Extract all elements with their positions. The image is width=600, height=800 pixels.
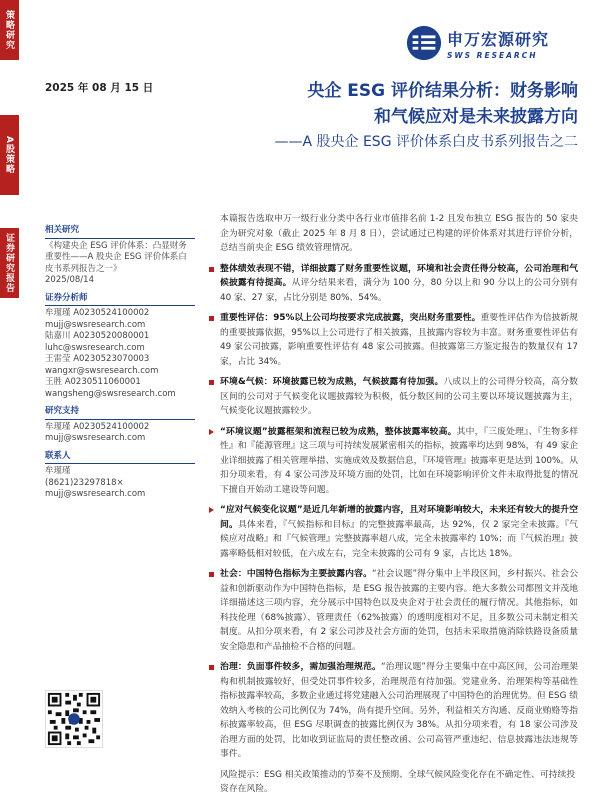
climate-topic-paragraph: “应对气候变化议题”是近几年新增的披露内容，且对环境影响较大，未来还有较大的提升空间。具体来看，『气候指标和目标』的完整披露率最高，达 92%，仅 2 家完全未披露。『气候应对战略』和『气候管理』完整披露率超八成，完全未披露率约 10%；而『气候治理』披露率略低相对较低，在六成左右，完全未披露的公司有 9 家，占比达 18%。 bbox=[208, 503, 578, 561]
contact-email[interactable]: mujj@swsresearch.com bbox=[45, 489, 146, 499]
contact bbox=[45, 451, 195, 501]
support-line: 牟瑾瑾 A0230524100002 bbox=[45, 421, 150, 432]
research-support bbox=[45, 406, 195, 445]
related-report-link[interactable]: 《构建央企 ESG 评价体系：凸显财务重要性——A 股央企 ESG 评价体系白皮书系列报告之一》 bbox=[45, 240, 187, 274]
analyst-line: 王雷莹 A0230523070003 bbox=[45, 354, 150, 364]
analyst-line: 陆嘉川 A0230520080001 bbox=[45, 331, 150, 341]
sidebar bbox=[45, 225, 195, 507]
analyst-email[interactable]: mujj@swsresearch.com bbox=[45, 319, 146, 330]
related-date: 2025/08/14 bbox=[45, 275, 94, 285]
report-date: 2025 年 08 月 15 日 bbox=[45, 82, 154, 94]
governance-paragraph: 治理：负面事件较多，需加强治理规范。“治理议题”得分主要集中在中高区间，公司治理架构和机制披露较好，但受处罚事件较多，治理规范有待加强。党建业务、治理架构等基础性指标披露率较高，多数企业通过将党建融入公司治理展现了中国特色的治理优势。但 ESG 绩效纳入考核的公司比例仅为 74%，尚有提升空间。另外，利益相关方沟通、反商业贿赂等指标披露率较高，但 ESG 尽职调查的披露比例仅为 38%。从扣分项来看，有 18 家公司涉及治理方面的处罚，比如收到证监局的责任整改函、公司高管严重违纪、信息披露违法违规等事件。 bbox=[208, 660, 578, 762]
risk-warning: 风险提示：ESG 相关政策推动的节奏不及预期、全球气候风险变化存在不确定性、可持续投资存在风险。 bbox=[220, 769, 576, 794]
left-strip bbox=[0, 0, 19, 800]
contact-name: 牟瑾瑾 bbox=[45, 466, 71, 476]
brand-logo bbox=[405, 21, 575, 65]
report-subtitle: ——A 股央企 ESG 评价体系白皮书系列报告之二 bbox=[274, 134, 578, 150]
bullet-icon bbox=[209, 572, 214, 577]
environment-topic-paragraph: “环境议题”披露框架和流程已较为成熟，整体披露率较高。其中，『三废处理』、『生物多样性』和『能源管理』这三项与可持续发展紧密相关的指标，披露率均达到 98%，有 49 家企业详细披露了相关管理举措、实施成效及数据信息，『环境管理』披露率更是达到 100%。从扣分项来看，有 4 家公司涉及环境方面的处罚，比如在环境影响评价文件未取得批复的情况下擅自开始动工建设等问题。 bbox=[208, 425, 578, 498]
analyst-email[interactable]: luhc@swsresearch.com bbox=[45, 342, 145, 353]
analyst-line: 王胜 A0230511060001 bbox=[45, 377, 141, 387]
main-content bbox=[208, 212, 578, 797]
intro-paragraph: 本篇报告选取申万一级行业分类中各行业市值排名前 1-2 且发布独立 ESG 报告的 50 家央企为研究对象（截止 2025 年 8 月 8 日），尝试通过已构建的评价体系对其进行评价分析，总结当前央企 ESG 绩效管理情况。 bbox=[220, 214, 578, 253]
bullet-icon bbox=[209, 316, 214, 321]
analysts bbox=[45, 293, 195, 401]
support-email[interactable]: mujj@swsresearch.com bbox=[45, 433, 146, 443]
sws-logo-mark-icon bbox=[405, 24, 443, 62]
related-research bbox=[45, 225, 195, 287]
environment-climate-paragraph: 环境&气候：环境披露已较为成熟，气候披露有待加强。八成以上的公司得分较高，高分数区间的公司对于气候变化议题披露较为积极，低分数区间的公司主要以环境议题披露为主，气候变化议题披露较少。 bbox=[208, 375, 578, 419]
contact-phone: (8621)23297818× bbox=[45, 477, 124, 488]
logo-cn-text: 申万宏源研究 bbox=[447, 29, 550, 49]
analyst-email[interactable]: wangxr@swsresearch.com bbox=[45, 365, 159, 376]
bullet-icon bbox=[209, 665, 214, 670]
bullet-icon bbox=[209, 267, 214, 272]
analysts-heading: 证券分析师 bbox=[45, 293, 195, 307]
title-line-1: 央企 ESG 评价结果分析：财务影响 bbox=[307, 81, 578, 101]
logo-en-text: SWS RESEARCH bbox=[447, 50, 538, 60]
strip-subcategory: A股策略 bbox=[0, 115, 19, 195]
analyst-email[interactable]: wangsheng@swsresearch.com bbox=[45, 388, 176, 399]
qr-code-icon bbox=[45, 690, 103, 748]
contact-heading: 联系人 bbox=[45, 451, 195, 465]
strip-report-type: 证券研究报告 bbox=[0, 228, 19, 298]
strip-category: 策略研究 bbox=[0, 0, 19, 60]
materiality-paragraph: 重要性评估：95%以上公司均按要求完成披露，突出财务重要性。重要性评估作为信披新规的重要披露依据，95%以上公司进行了相关披露，且披露内容较为丰富。财务重要性评估有 49 家公司披露，影响重要性评估有 48 家公司披露。但披露第三方鉴定报告的数量仅有 17 家，占比 34%。 bbox=[208, 311, 578, 369]
analyst-line: 牟瑾瑾 A0230524100002 bbox=[45, 308, 150, 318]
bullet-icon bbox=[209, 380, 214, 385]
report-title bbox=[198, 78, 578, 154]
support-heading: 研究支持 bbox=[45, 406, 195, 420]
related-heading: 相关研究 bbox=[45, 225, 195, 239]
triangle-bullet-icon bbox=[209, 429, 214, 435]
triangle-bullet-icon bbox=[209, 507, 214, 513]
title-line-2: 和气候应对是未来披露方向 bbox=[374, 107, 578, 127]
social-paragraph: 社会：中国特色指标为主要披露内容。“社会议题”得分集中上半段区间，乡村振兴、社会公益和创新驱动作为中国特色指标，是 ESG 报告披露的主要内容。绝大多数公司都图文并茂地详细描述这三项内容，充分展示中国特色以及央企对于社会责任的履行情况。其他指标，如科技伦理（68%披露）、管理责任（62%披露）的透明度相对不足，且多数公司未制定相关制度。从扣分项来看，有 2 家公司涉及社会方面的处罚，包括未采取措施消除铁路设备质量安全隐患和产品抽检不合格的问题。 bbox=[208, 567, 578, 654]
summary-paragraph: 整体绩效表现不错，详细披露了财务重要性议题，环境和社会责任得分较高，公司治理和气候披露有待提高。从评分结果来看，满分为 100 分，80 分以上和 90 分以上的公司分别有 40 家、27 家，占比分别是 80%、54%。 bbox=[208, 262, 578, 306]
